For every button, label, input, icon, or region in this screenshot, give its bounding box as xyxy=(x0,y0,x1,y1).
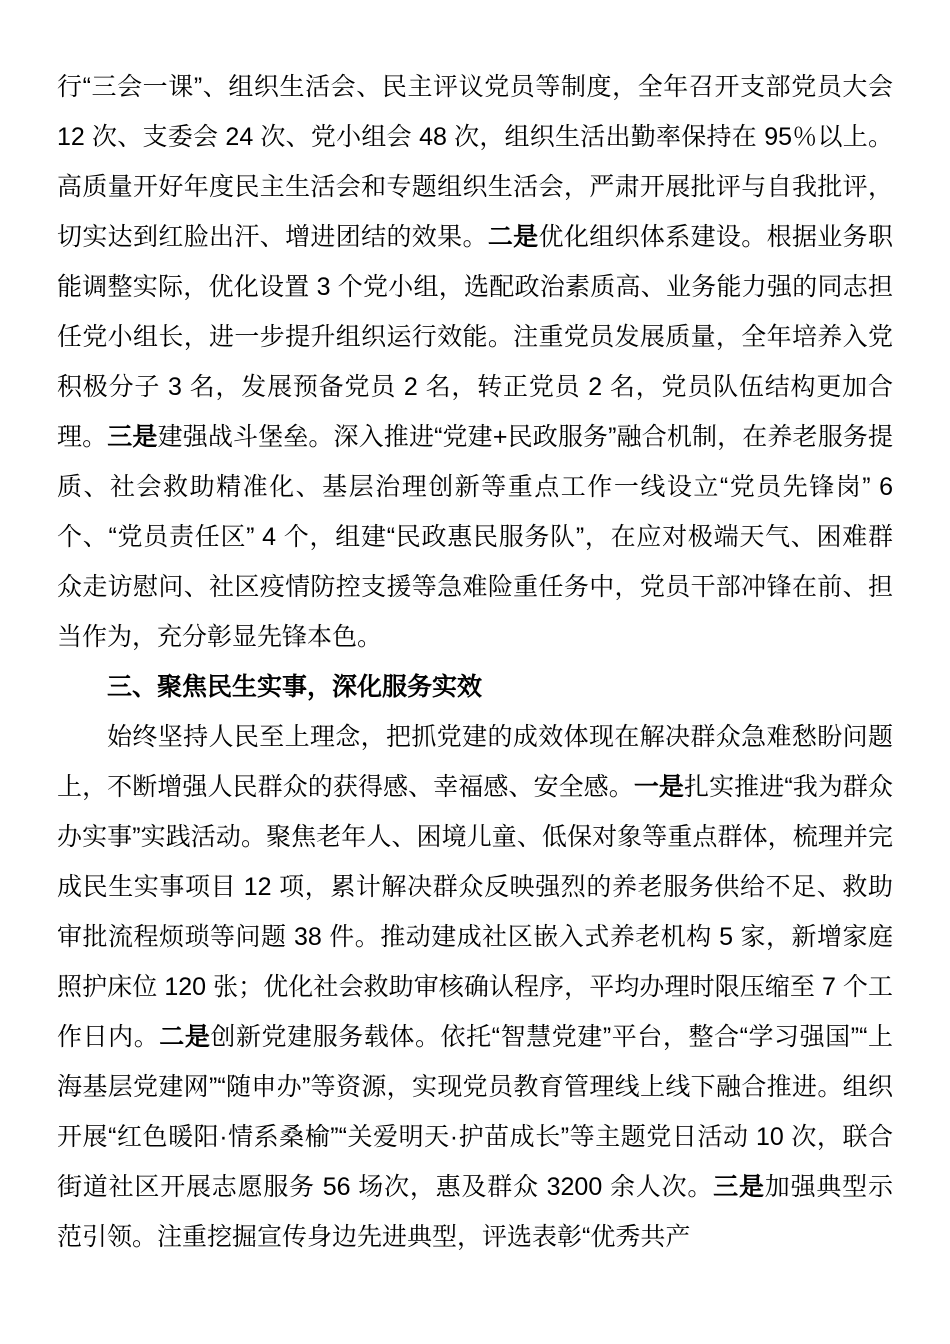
text-run: 扎实推进“我为群众办实事”实践活动。聚焦老年人、困境儿童、低保对象等重点群体，梳理并完成民生实事项目 12 项，累计解决群众反映强烈的养老服务供给不足、救助审批流程烦琐等问题 38 件。推动建成社区嵌入式养老机构 5 家，新增家庭照护床位 120 张；优化社会救助审核确认程序，平均办理时限压缩至 7 个工作日内。 xyxy=(57,773,893,1051)
text-run: 行“三会一课”、组织生活会、民主评议党员等制度，全年召开支部党员大会 12 次、支委会 24 次、党小组会 48 次，组织生活出勤率保持在 95％以上。高质量开好年度民主生活会和专题组织生活会，严肃开展批评与自我批评，切实达到红脸出汗、增进团结的效果。 xyxy=(57,73,893,251)
emphasis-run: 二是 xyxy=(159,1023,211,1051)
emphasis-run: 三是 xyxy=(713,1173,765,1201)
text-run: 优化组织体系建设。根据业务职能调整实际，优化设置 3 个党小组，选配政治素质高、业务能力强的同志担任党小组长，进一步提升组织运行效能。注重党员发展质量，全年培养入党积极分子 3 名，发展预备党员 2 名，转正党员 2 名，党员队伍结构更加合理。 xyxy=(57,223,893,451)
text-run: 加强典型示范引领。注重挖掘宣传身边先进典型，评选表彰“优秀共产 xyxy=(57,1173,893,1251)
emphasis-run: 三是 xyxy=(107,423,158,451)
paragraph-minsheng-service xyxy=(57,712,893,1262)
paragraph-organization-building xyxy=(57,62,893,662)
emphasis-run: 三、聚焦民生实事，深化服务实效 xyxy=(107,673,483,701)
emphasis-run: 一是 xyxy=(633,773,685,801)
text-run: 创新党建服务载体。依托“智慧党建”平台，整合“学习强国”“上海基层党建网”“随申办”等资源，实现党员教育管理线上线下融合推进。组织开展“红色暖阳·情系桑榆”“关爱明天·护苗成长”等主题党日活动 10 次，联合街道社区开展志愿服务 56 场次，惠及群众 3200 余人次。 xyxy=(57,1023,893,1201)
emphasis-run: 二是 xyxy=(487,223,539,251)
text-run: 建强战斗堡垒。深入推进“党建+民政服务”融合机制，在养老服务提质、社会救助精准化、基层治理创新等重点工作一线设立“党员先锋岗” 6 个、“党员责任区” 4 个，组建“民政惠民服务队”，在应对极端天气、困难群众走访慰问、社区疫情防控支援等急难险重任务中，党员干部冲锋在前、担当作为，充分彰显先锋本色。 xyxy=(57,423,893,651)
section-heading-minsheng xyxy=(57,662,893,712)
text-run: 始终坚持人民至上理念，把抓党建的成效体现在解决群众急难愁盼问题上，不断增强人民群众的获得感、幸福感、安全感。 xyxy=(57,723,893,801)
